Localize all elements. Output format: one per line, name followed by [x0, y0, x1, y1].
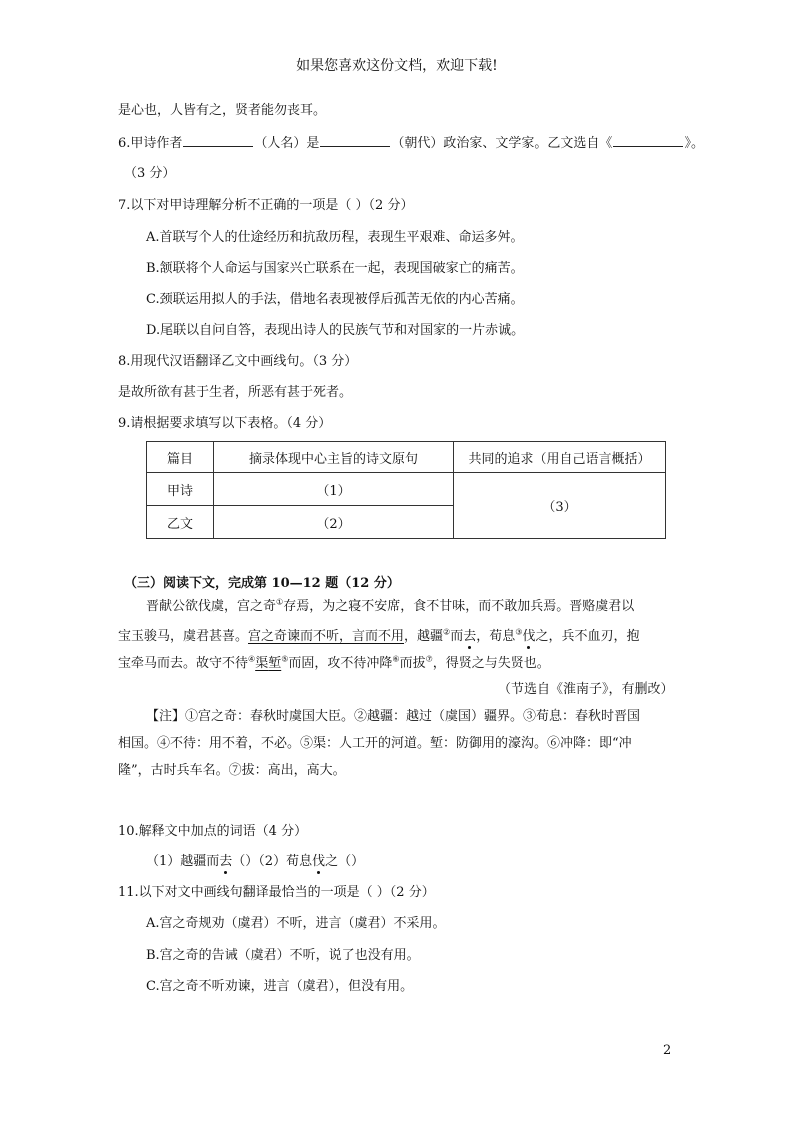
passage-line-1 [146, 598, 634, 616]
dotted-word: 伐 [312, 854, 326, 869]
q10-text: （1）越疆而 [146, 854, 220, 869]
passage-text: 晋献公欲伐虞，宫之奇 [146, 599, 277, 614]
q10-text: （）（2）荀息 [232, 854, 313, 869]
table-cell-answer[interactable]: （1） [214, 473, 454, 506]
q7-option-d: D.尾联以自问自答，表现出诗人的民族气节和对国家的一片赤诚。 [146, 323, 525, 338]
q6-text: 》。 [684, 136, 704, 151]
table-cell-merged-answer[interactable]: （3） [454, 473, 666, 539]
passage-text: 宝玉骏马，虞君甚喜。 [118, 629, 249, 644]
question-7-stem: 7.以下对甲诗理解分析不正确的一项是（ ）（2 分） [118, 198, 414, 213]
page-number: 2 [663, 1043, 672, 1058]
footnote-marker: ⑤ [281, 654, 289, 664]
table-cell-title: 甲诗 [147, 473, 214, 506]
page-header: 如果您喜欢这份文档，欢迎下载! [296, 58, 498, 74]
passage-line-3 [118, 655, 550, 673]
question-9-stem: 9.请根据要求填写以下表格。（4 分） [118, 416, 332, 431]
passage-text: 之，兵不血刃，抱 [535, 629, 640, 644]
underlined-word: 渠 [255, 656, 269, 671]
table-header-row [147, 442, 666, 473]
table-header-cell: 篇目 [147, 442, 214, 473]
q11-option-a: A.宫之奇规劝（虞君）不听，进言（虞君）不采用。 [146, 916, 446, 931]
note-line-2: 相国。④不待：用不着，不必。⑤渠：人工开的河道。堑：防御用的濠沟。⑥冲降：即“冲 [118, 736, 632, 751]
passage-text: 存焉，为之寝不安席，食不甘味，而不敢加兵焉。晋赂虞君以 [283, 599, 635, 614]
text-line: 是心也，人皆有之，贤者能勿丧耳。 [118, 103, 327, 118]
footnote-marker: ① [276, 597, 284, 607]
passage-text: ，得贤之与失贤也。 [432, 656, 550, 671]
table-header-cell: 共同的追求（用自己语言概括） [454, 442, 666, 473]
q6-text: 6.甲诗作者 [118, 136, 183, 151]
dotted-word: 伐 [522, 629, 536, 644]
question-8-stem: 8.用现代汉语翻译乙文中画线句。（3 分） [118, 354, 358, 369]
answer-blank[interactable] [613, 134, 683, 147]
footnote-marker: ④ [248, 654, 256, 664]
underlined-sentence: 宫之奇谏而不听，言而不用 [248, 629, 405, 644]
q8-sentence: 是故所欲有甚于生者，所恶有甚于死者。 [118, 385, 353, 400]
q10-text: 之（） [325, 854, 365, 869]
passage-source: （节选自《淮南子》，有删改） [498, 682, 674, 697]
q6-score: （3 分） [124, 166, 176, 181]
answer-blank[interactable] [320, 134, 390, 147]
footnote-marker: ③ [515, 627, 523, 637]
footnote-marker: ② [443, 627, 451, 637]
passage-text: 而固，攻不待冲降 [288, 656, 393, 671]
answer-blank[interactable] [183, 134, 253, 147]
footnote-marker: ⑦ [425, 654, 433, 664]
q7-option-b: B.颔联将个人命运与国家兴亡联系在一起，表现国破家亡的痛苦。 [146, 261, 524, 276]
passage-line-2 [118, 628, 639, 646]
question-10-stem: 10.解释文中加点的词语（4 分） [118, 824, 308, 839]
dotted-word: 去 [219, 854, 233, 869]
q7-option-a: A.首联写个人的仕途经历和抗敌历程，表现生平艰难、命运多舛。 [146, 230, 524, 245]
note-line-3: 隆”，古时兵车名。⑦拔：高出，高大。 [118, 763, 346, 778]
question-6 [118, 134, 704, 153]
q6-text: （人名）是 [254, 136, 320, 151]
table-header-cell: 摘录体现中心主旨的诗文原句 [214, 442, 454, 473]
table-row [147, 473, 666, 506]
section-title: （三）阅读下文，完成第 10—12 题（12 分） [124, 576, 400, 591]
note-line-1: 【注】①宫之奇：春秋时虞国大臣。②越疆：越过（虞国）疆界。③荀息：春秋时晋国 [146, 709, 641, 724]
q7-option-c: C.颈联运用拟人的手法，借地名表现被俘后孤苦无依的内心苦痛。 [146, 292, 524, 307]
q11-option-c: C.宫之奇不听劝谏，进言（虞君），但没有用。 [146, 979, 414, 994]
passage-text: ，荀息 [476, 629, 516, 644]
answer-table [146, 441, 666, 539]
footnote-marker: ⑥ [392, 654, 400, 664]
underlined-word: 堑 [268, 656, 282, 671]
dotted-word: 去 [463, 629, 477, 644]
q10-items [146, 853, 364, 871]
passage-text: 宝牵马而去。故守不待 [118, 656, 249, 671]
passage-text: ，越疆 [404, 629, 444, 644]
table-cell-answer[interactable]: （2） [214, 506, 454, 539]
table-cell-title: 乙文 [147, 506, 214, 539]
passage-text: 而 [450, 629, 464, 644]
question-11-stem: 11.以下对文中画线句翻译最恰当的一项是（ ）（2 分） [118, 885, 435, 900]
q11-option-b: B.宫之奇的告诫（虞君）不听，说了也没有用。 [146, 948, 420, 963]
q6-text: （朝代）政治家、文学家。乙文选自《 [391, 136, 613, 151]
passage-text: 而拔 [399, 656, 426, 671]
